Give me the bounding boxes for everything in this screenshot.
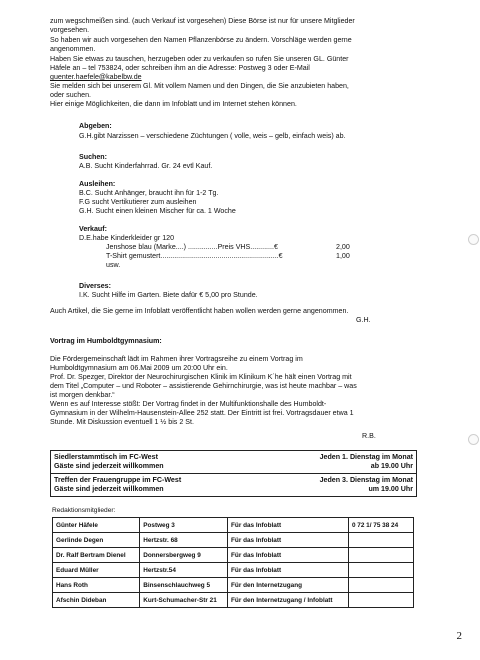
member-role: Für den Internetzugang / Infoblatt xyxy=(228,593,349,608)
member-name: Gerlinde Degen xyxy=(53,533,140,548)
vortrag-line: Die Fördergemeinschaft lädt im Rahmen ihrer Vortragsreihe zu einem Vortrag im xyxy=(50,355,303,363)
vortrag-line: Prof. Dr. Spezger, Direktor der Neurochirurgischen Klinik im Klinikum K´he hält einen Vortrag mit xyxy=(50,373,352,381)
table-row xyxy=(53,533,414,548)
member-phone xyxy=(348,563,413,578)
email-link[interactable]: guenter.haefele@kabelbw.de xyxy=(50,73,142,81)
vortrag-line: ist morgen denkbar.“ xyxy=(50,391,115,399)
page-number: 2 xyxy=(456,630,462,642)
event-title: Treffen der Frauengruppe im FC-West xyxy=(54,476,182,484)
event-schedule xyxy=(260,474,416,496)
intro-line: Haben Sie etwas zu tauschen, herzugeben oder zu verkaufen so rufen Sie unseren GL. Günter xyxy=(50,55,349,63)
member-address: Postweg 3 xyxy=(140,518,228,533)
member-role: Für das Infoblatt xyxy=(228,548,349,563)
event-title: Siedlerstammtisch im FC-West xyxy=(54,453,158,461)
member-name: Eduard Müller xyxy=(53,563,140,578)
member-address: Kurt-Schumacher-Str 21 xyxy=(140,593,228,608)
vortrag-line: Gymnasium in der Wilhelm-Hausenstein-Allee 252 statt. Der Eintritt ist frei. Vortragsdauer etwa 1 xyxy=(50,409,354,417)
vortrag-heading: Vortrag im Humboldtgymnasium: xyxy=(50,337,162,345)
member-name: Dr. Ralf Bertram Dienel xyxy=(53,548,140,563)
intro-line: So haben wir auch vorgesehen den Namen Pflanzenbörse zu ändern. Vorschläge werden gerne xyxy=(50,36,352,44)
vortrag-line: dem Titel „Computer – und Roboter – assistierende Gehirnchirurgie, was ist heute machbar – was xyxy=(50,382,357,390)
member-phone xyxy=(348,593,413,608)
verkauf-price: 2,00 xyxy=(336,243,350,251)
member-name: Afschin Dideban xyxy=(53,593,140,608)
member-phone xyxy=(348,548,413,563)
member-role: Für das Infoblatt xyxy=(228,533,349,548)
redaktion-heading: Redaktionsmitglieder: xyxy=(52,507,116,514)
member-phone: 0 72 1/ 75 38 24 xyxy=(348,518,413,533)
event-row xyxy=(51,451,416,473)
vortrag-line: Stunde. Mit Diskussion eventuell 1 ½ bis 2 St. xyxy=(50,418,194,426)
event-guests: Gäste sind jederzeit willkommen xyxy=(54,461,164,470)
vortrag-line: Humboldtgymnasium am 06.Mai 2009 um 20:00 Uhr ein. xyxy=(50,364,228,372)
member-name: Hans Roth xyxy=(53,578,140,593)
member-phone xyxy=(348,533,413,548)
intro-line: vorgesehen. xyxy=(50,26,90,34)
intro-line: Häfele an – tel 753824, oder schreiben ihm an die Adresse: Postweg 3 oder E-Mail xyxy=(50,64,310,72)
member-address: Hertzstr.54 xyxy=(140,563,228,578)
verkauf-heading: Verkauf: xyxy=(79,225,107,233)
member-name: Günter Häfele xyxy=(53,518,140,533)
table-row xyxy=(53,563,414,578)
table-row xyxy=(53,548,414,563)
event-description xyxy=(51,474,260,496)
verkauf-line: D.E.habe Kinderkleider gr 120 xyxy=(79,234,175,242)
ausleihen-heading: Ausleihen: xyxy=(79,180,116,188)
suchen-line: A.B. Sucht Kinderfahrrad. Gr. 24 evtl Kauf. xyxy=(79,162,213,170)
table-row xyxy=(53,518,414,533)
signature: R.B. xyxy=(362,432,376,440)
abgeben-heading: Abgeben: xyxy=(79,122,112,130)
ausleihen-line: B.C. Sucht Anhänger, braucht ihn für 1-2 Tg. xyxy=(79,189,219,197)
member-role: Für das Infoblatt xyxy=(228,563,349,578)
event-day: Jeden 3. Dienstag im Monat xyxy=(319,476,413,484)
ausleihen-line: F.G sucht Vertikutierer zum ausleihen xyxy=(79,198,197,206)
event-schedule xyxy=(260,451,416,473)
verkauf-item: T-Shirt gemustert............................................................€ xyxy=(106,252,283,260)
diverses-line: I.K. Sucht Hilfe im Garten. Biete dafür € 5,00 pro Stunde. xyxy=(79,291,258,299)
punch-hole-bottom xyxy=(468,434,479,445)
suchen-heading: Suchen: xyxy=(79,153,107,161)
member-role: Für das Infoblatt xyxy=(228,518,349,533)
event-time: ab 19.00 Uhr xyxy=(370,461,413,470)
event-time: um 19.00 Uhr xyxy=(368,484,413,493)
member-address: Hertzstr. 68 xyxy=(140,533,228,548)
abgeben-line: G.H.gibt Narzissen – verschiedene Züchtungen ( volle, weis – gelb, einfach weis) ab. xyxy=(79,132,346,140)
ausleihen-line: G.H. Sucht einen kleinen Mischer für ca. 1 Woche xyxy=(79,207,236,215)
table-row xyxy=(53,593,414,608)
event-guests: Gäste sind jederzeit willkommen xyxy=(54,484,164,493)
event-description xyxy=(51,451,260,473)
event-day: Jeden 1. Dienstag im Monat xyxy=(319,453,413,461)
member-phone xyxy=(348,578,413,593)
redaktion-table xyxy=(52,517,414,608)
intro-line: Hier einige Möglichkeiten, die dann im Infoblatt und im Internet stehen können. xyxy=(50,100,297,108)
intro-line: zum wegschmeißen sind. (auch Verkauf ist vorgesehen) Diese Börse ist nur für unsere Mitglieder xyxy=(50,17,355,25)
verkauf-line: usw. xyxy=(106,261,121,269)
event-row xyxy=(51,473,416,496)
intro-line: oder suchen. xyxy=(50,91,92,99)
intro-line: Sie melden sich bei unserem Gl. Mit vollem Namen und den Dingen, die Sie anzubieten haben, xyxy=(50,82,349,90)
auch-line: Auch Artikel, die Sie gerne im Infoblatt veröffentlicht haben wollen werden gerne angenommen. xyxy=(50,307,349,315)
member-role: Für den Internetzugang xyxy=(228,578,349,593)
table-row xyxy=(53,578,414,593)
intro-line: angenommen. xyxy=(50,45,96,53)
verkauf-price: 1,00 xyxy=(336,252,350,260)
events-box xyxy=(50,450,417,497)
member-address: Binsenschlauchweg 5 xyxy=(140,578,228,593)
verkauf-item: Jenshose blau (Marke....) ...............Preis VHS............€ xyxy=(106,243,278,251)
punch-hole-top xyxy=(468,234,479,245)
member-address: Donnersbergweg 9 xyxy=(140,548,228,563)
vortrag-line: Wenn es auf Interesse stößt: Der Vortrag findet in der Multifunktionshalle des Humboldt- xyxy=(50,400,327,408)
signature: G.H. xyxy=(356,316,371,324)
diverses-heading: Diverses: xyxy=(79,282,111,290)
